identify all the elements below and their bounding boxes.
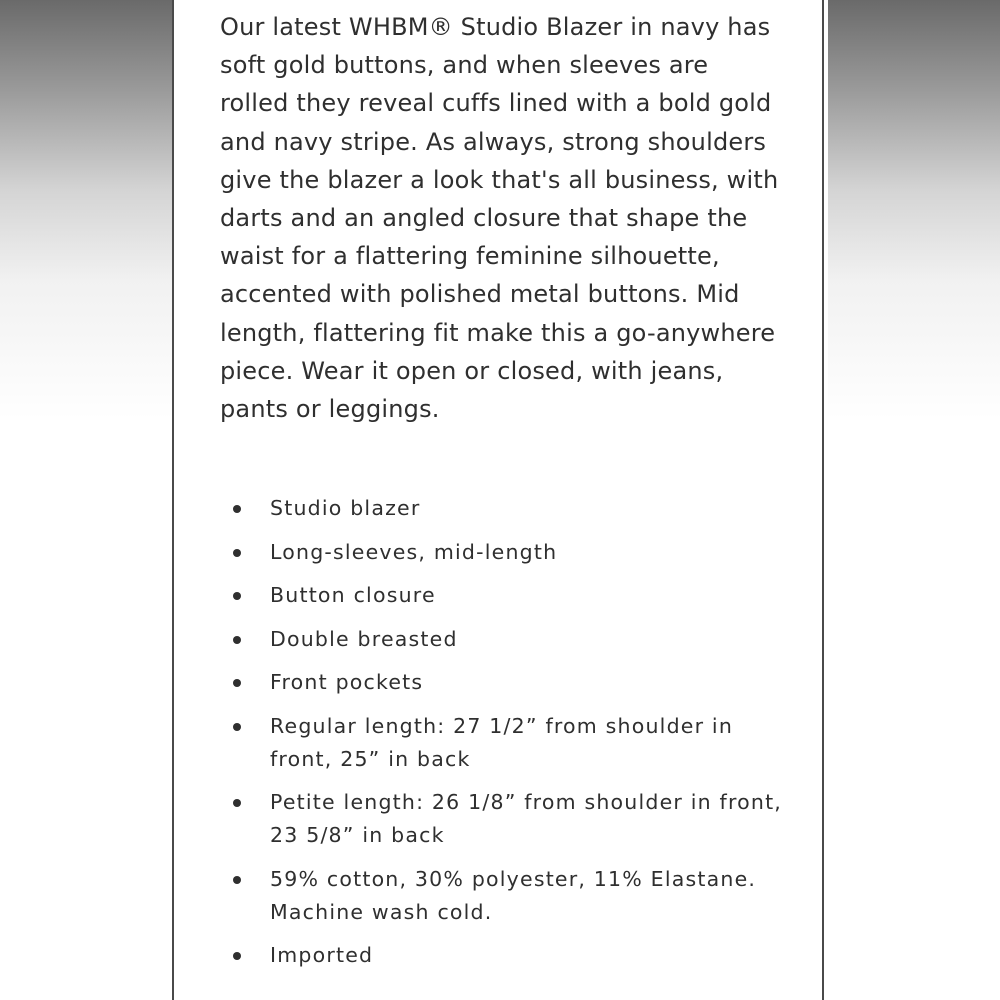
list-item (220, 939, 800, 972)
list-item-text: Studio blazer (270, 496, 421, 520)
list-item (220, 536, 800, 569)
bullet-icon (233, 636, 241, 644)
list-item (220, 863, 800, 929)
product-details-panel (172, 0, 824, 1000)
list-item-text: Double breasted (270, 626, 458, 651)
list-item-text: Button closure (270, 583, 436, 607)
list-item-text: Front pockets (270, 670, 424, 694)
background-left (0, 0, 172, 1000)
list-item (220, 710, 800, 776)
list-item (220, 666, 800, 699)
list-item-text: Regular length: 27 1/2” from shoulder in front, 25” in back (270, 713, 734, 771)
bullet-icon (233, 723, 241, 731)
list-item (220, 786, 800, 852)
list-item-text: 59% cotton, 30% polyester, 11% Elastane. Machine wash cold. (270, 866, 757, 924)
feature-list (220, 492, 800, 983)
bullet-icon (233, 549, 241, 557)
background-right (828, 0, 1000, 1000)
list-item-text: Long-sleeves, mid-length (270, 539, 558, 564)
list-item-text: Petite length: 26 1/8” from shoulder in front, 23 5/8” in back (270, 790, 783, 847)
bullet-icon (233, 505, 241, 513)
list-item (220, 492, 800, 525)
bullet-icon (233, 679, 241, 687)
list-item-text: Imported (270, 943, 374, 967)
bullet-icon (233, 952, 241, 960)
bullet-icon (233, 592, 241, 600)
list-item (220, 623, 800, 656)
bullet-icon (233, 799, 241, 807)
product-description: Our latest WHBM® Studio Blazer in navy has soft gold buttons, and when sleeves are rolled they reveal cuffs lined with a bold gold and navy stripe. As always, strong shoulders give the blazer a look that's all business, with darts and an angled closure that shape the waist for a flattering feminine silhouette, accented with polished metal buttons. Mid length, flattering fit make this a go-anywhere piece. Wear it open or closed, with jeans, pants or leggings. (220, 13, 779, 424)
bullet-icon (233, 876, 241, 884)
list-item (220, 579, 800, 612)
